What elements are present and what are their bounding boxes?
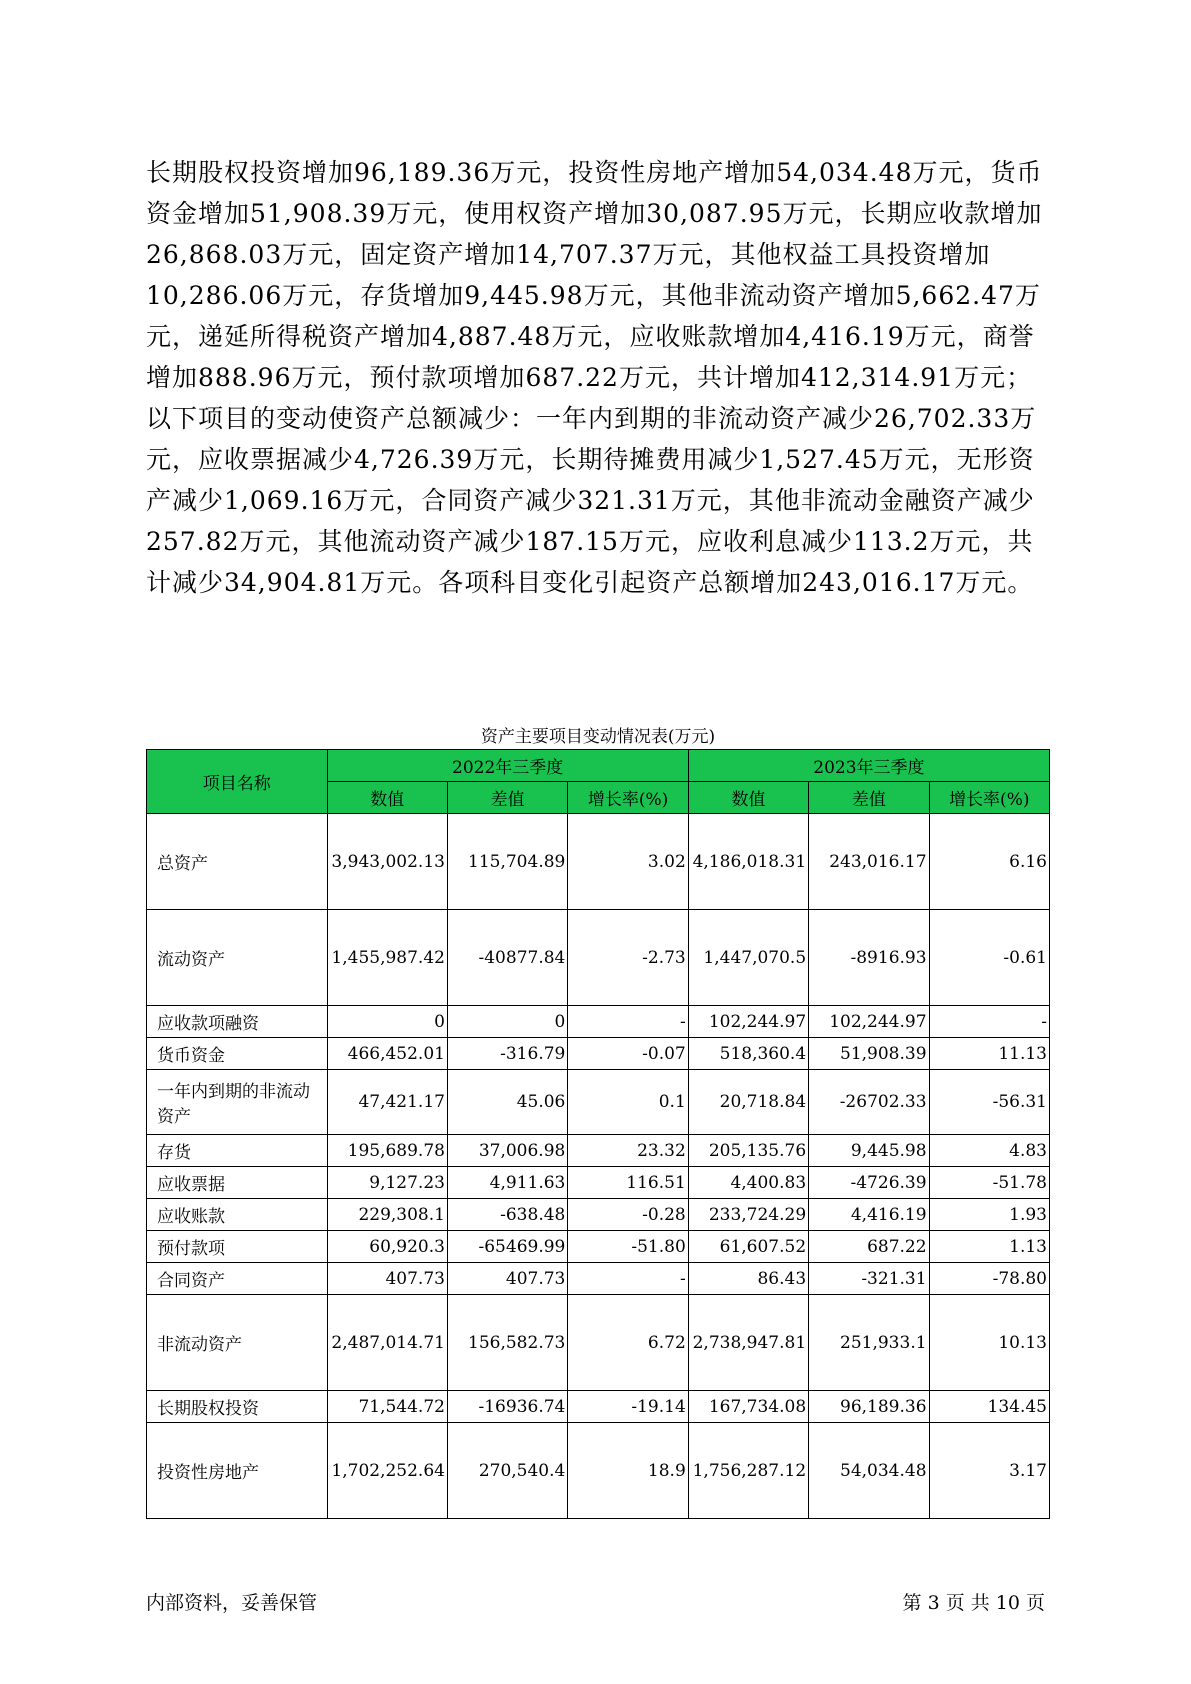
cell-value-2023: 4,400.83 <box>688 1167 808 1199</box>
row-name: 长期股权投资 <box>147 1391 328 1423</box>
cell-value-2023: 1,447,070.5 <box>688 910 808 1006</box>
cell-value-2023: 205,135.76 <box>688 1135 808 1167</box>
cell-value-2022: 466,452.01 <box>327 1038 447 1070</box>
cell-diff-2023: 687.22 <box>809 1231 929 1263</box>
cell-diff-2022: 37,006.98 <box>447 1135 567 1167</box>
cell-value-2023: 102,244.97 <box>688 1006 808 1038</box>
row-name: 应收款项融资 <box>147 1006 328 1038</box>
asset-change-table <box>146 749 1050 1519</box>
footer-confidential-note: 内部资料，妥善保管 <box>146 1592 318 1614</box>
table-row <box>147 1391 1050 1423</box>
header-growth-2023: 增长率(%) <box>929 782 1049 814</box>
cell-growth-2023: 1.93 <box>929 1199 1049 1231</box>
cell-value-2022: 71,544.72 <box>327 1391 447 1423</box>
cell-growth-2022: -2.73 <box>568 910 688 1006</box>
table-row <box>147 1263 1050 1295</box>
cell-diff-2023: 243,016.17 <box>809 814 929 910</box>
row-name: 货币资金 <box>147 1038 328 1070</box>
cell-value-2022: 2,487,014.71 <box>327 1295 447 1391</box>
cell-diff-2023: -4726.39 <box>809 1167 929 1199</box>
row-name: 存货 <box>147 1135 328 1167</box>
cell-growth-2023: 6.16 <box>929 814 1049 910</box>
cell-growth-2023: -0.61 <box>929 910 1049 1006</box>
cell-diff-2022: 115,704.89 <box>447 814 567 910</box>
cell-diff-2022: -40877.84 <box>447 910 567 1006</box>
cell-growth-2023: 10.13 <box>929 1295 1049 1391</box>
cell-value-2022: 229,308.1 <box>327 1199 447 1231</box>
header-diff-2022: 差值 <box>447 782 567 814</box>
cell-diff-2023: 9,445.98 <box>809 1135 929 1167</box>
row-name: 非流动资产 <box>147 1295 328 1391</box>
cell-value-2022: 0 <box>327 1006 447 1038</box>
cell-growth-2023: 134.45 <box>929 1391 1049 1423</box>
table-row <box>147 1231 1050 1263</box>
cell-diff-2023: 96,189.36 <box>809 1391 929 1423</box>
cell-diff-2022: -316.79 <box>447 1038 567 1070</box>
cell-growth-2023: - <box>929 1006 1049 1038</box>
table-row <box>147 1135 1050 1167</box>
table-row <box>147 1070 1050 1135</box>
cell-value-2023: 2,738,947.81 <box>688 1295 808 1391</box>
cell-value-2022: 195,689.78 <box>327 1135 447 1167</box>
table-row <box>147 1006 1050 1038</box>
cell-growth-2022: 23.32 <box>568 1135 688 1167</box>
cell-growth-2023: 3.17 <box>929 1423 1049 1519</box>
cell-value-2022: 1,455,987.42 <box>327 910 447 1006</box>
header-period-2023: 2023年三季度 <box>688 750 1049 782</box>
cell-growth-2022: - <box>568 1006 688 1038</box>
cell-diff-2023: 4,416.19 <box>809 1199 929 1231</box>
cell-diff-2022: 0 <box>447 1006 567 1038</box>
cell-growth-2022: -51.80 <box>568 1231 688 1263</box>
cell-diff-2023: -8916.93 <box>809 910 929 1006</box>
cell-growth-2023: 1.13 <box>929 1231 1049 1263</box>
cell-growth-2023: 4.83 <box>929 1135 1049 1167</box>
cell-growth-2022: -19.14 <box>568 1391 688 1423</box>
cell-value-2023: 518,360.4 <box>688 1038 808 1070</box>
cell-growth-2023: -78.80 <box>929 1263 1049 1295</box>
row-name: 预付款项 <box>147 1231 328 1263</box>
cell-value-2023: 61,607.52 <box>688 1231 808 1263</box>
cell-diff-2022: 45.06 <box>447 1070 567 1135</box>
header-value-2023: 数值 <box>688 782 808 814</box>
cell-growth-2022: 0.1 <box>568 1070 688 1135</box>
header-growth-2022: 增长率(%) <box>568 782 688 814</box>
cell-value-2022: 407.73 <box>327 1263 447 1295</box>
header-diff-2023: 差值 <box>809 782 929 814</box>
cell-value-2022: 3,943,002.13 <box>327 814 447 910</box>
table-row <box>147 1167 1050 1199</box>
row-name: 总资产 <box>147 814 328 910</box>
cell-value-2023: 4,186,018.31 <box>688 814 808 910</box>
row-name: 应收票据 <box>147 1167 328 1199</box>
cell-growth-2022: 116.51 <box>568 1167 688 1199</box>
cell-value-2023: 1,756,287.12 <box>688 1423 808 1519</box>
cell-growth-2022: 6.72 <box>568 1295 688 1391</box>
row-name: 投资性房地产 <box>147 1423 328 1519</box>
cell-value-2023: 20,718.84 <box>688 1070 808 1135</box>
table-caption: 资产主要项目变动情况表(万元) <box>480 727 716 747</box>
cell-diff-2023: 251,933.1 <box>809 1295 929 1391</box>
header-value-2022: 数值 <box>327 782 447 814</box>
cell-diff-2022: -16936.74 <box>447 1391 567 1423</box>
row-name: 流动资产 <box>147 910 328 1006</box>
row-name: 应收账款 <box>147 1199 328 1231</box>
cell-diff-2023: -321.31 <box>809 1263 929 1295</box>
body-paragraph: 长期股权投资增加96,189.36万元，投资性房地产增加54,034.48万元，货币资金增加51,908.39万元，使用权资产增加30,087.95万元，长期应收款增加26,868.03万元，固定资产增加14,707.37万元，其他权益工具投资增加10,286.06万元，存货增加9,445.98万元，其他非流动资产增加5,662.47万元，递延所得税资产增加4,887.48万元，应收账款增加4,416.19万元，商誉增加888.96万元，预付款项增加687.22万元，共计增加412,314.91万元；以下项目的变动使资产总额减少：一年内到期的非流动资产减少26,702.33万元，应收票据减少4,726.39万元，长期待摊费用减少1,527.45万元，无形资产减少1,069.16万元，合同资产减少321.31万元，其他非流动金融资产减少257.82万元，其他流动资产减少187.15万元，应收利息减少113.2万元，共计减少34,904.81万元。各项科目变化引起资产总额增加243,016.17万元。 <box>146 158 1043 597</box>
cell-value-2022: 60,920.3 <box>327 1231 447 1263</box>
table-row <box>147 1295 1050 1391</box>
cell-diff-2023: -26702.33 <box>809 1070 929 1135</box>
cell-growth-2022: -0.28 <box>568 1199 688 1231</box>
cell-growth-2022: 18.9 <box>568 1423 688 1519</box>
cell-growth-2023: -56.31 <box>929 1070 1049 1135</box>
cell-growth-2023: -51.78 <box>929 1167 1049 1199</box>
cell-diff-2022: -65469.99 <box>447 1231 567 1263</box>
cell-diff-2023: 54,034.48 <box>809 1423 929 1519</box>
table-row <box>147 1423 1050 1519</box>
header-item-name: 项目名称 <box>147 750 328 814</box>
footer-page-number: 第 3 页 共 10 页 <box>902 1592 1045 1614</box>
cell-diff-2023: 51,908.39 <box>809 1038 929 1070</box>
cell-value-2022: 1,702,252.64 <box>327 1423 447 1519</box>
cell-value-2022: 47,421.17 <box>327 1070 447 1135</box>
cell-diff-2022: -638.48 <box>447 1199 567 1231</box>
header-period-2022: 2022年三季度 <box>327 750 688 782</box>
cell-value-2023: 86.43 <box>688 1263 808 1295</box>
cell-diff-2023: 102,244.97 <box>809 1006 929 1038</box>
table-row <box>147 910 1050 1006</box>
table-row <box>147 1038 1050 1070</box>
row-name: 合同资产 <box>147 1263 328 1295</box>
cell-diff-2022: 407.73 <box>447 1263 567 1295</box>
cell-diff-2022: 4,911.63 <box>447 1167 567 1199</box>
cell-value-2023: 167,734.08 <box>688 1391 808 1423</box>
cell-growth-2022: 3.02 <box>568 814 688 910</box>
cell-growth-2023: 11.13 <box>929 1038 1049 1070</box>
row-name: 一年内到期的非流动资产 <box>147 1070 328 1135</box>
cell-growth-2022: - <box>568 1263 688 1295</box>
cell-value-2023: 233,724.29 <box>688 1199 808 1231</box>
cell-diff-2022: 156,582.73 <box>447 1295 567 1391</box>
cell-growth-2022: -0.07 <box>568 1038 688 1070</box>
table-row <box>147 814 1050 910</box>
table-row <box>147 1199 1050 1231</box>
cell-diff-2022: 270,540.4 <box>447 1423 567 1519</box>
cell-value-2022: 9,127.23 <box>327 1167 447 1199</box>
